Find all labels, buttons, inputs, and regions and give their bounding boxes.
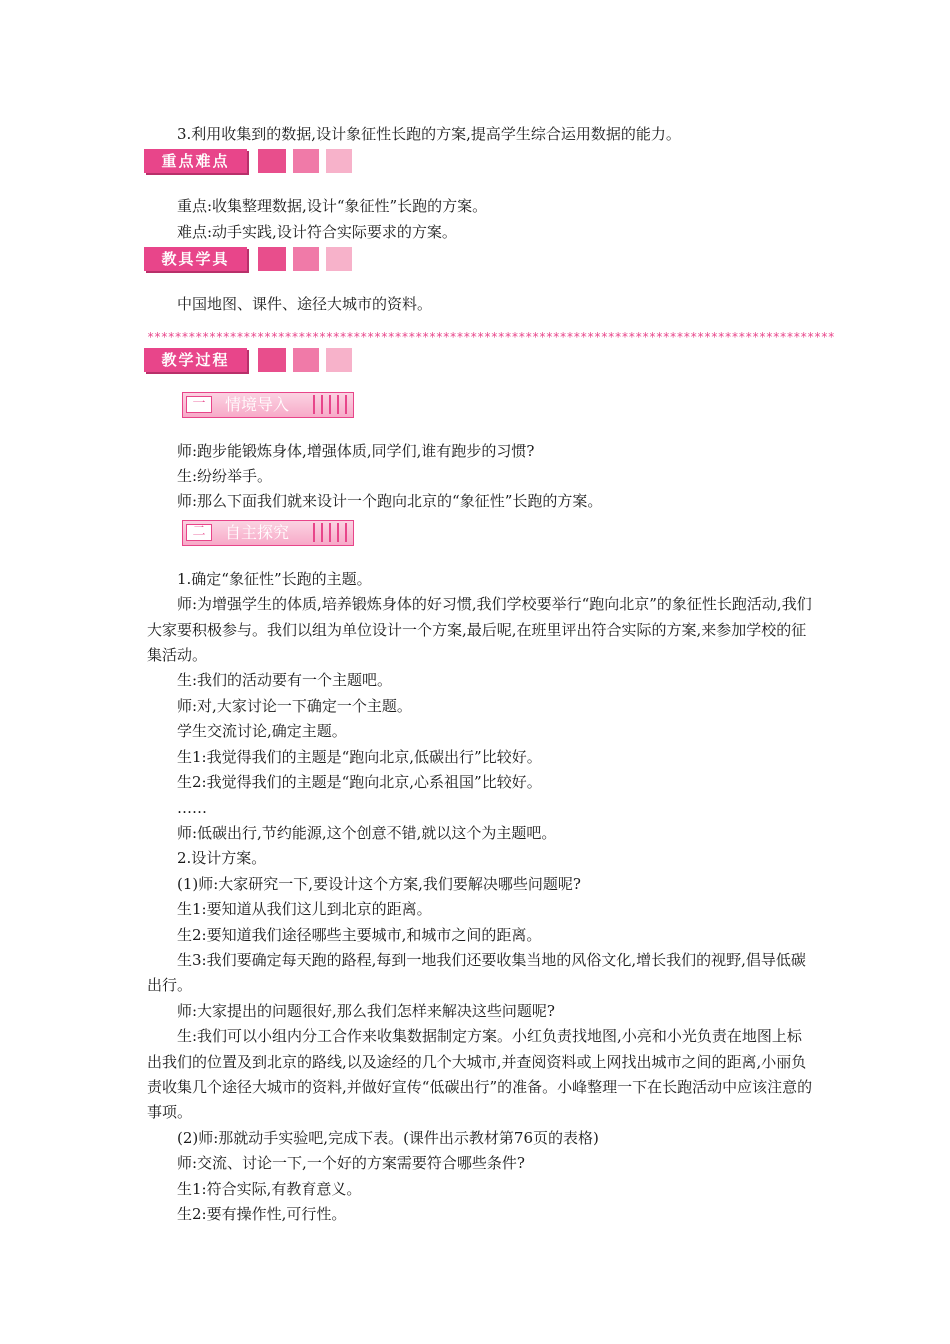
subsection-header-explore bbox=[182, 520, 354, 546]
decor-block bbox=[258, 149, 286, 173]
focus-text: 重点:收集整理数据,设计“象征性”长跑的方案。 bbox=[177, 197, 488, 216]
star-divider: **************************************************************************************************** bbox=[147, 330, 835, 344]
explore-line: (1)师:大家研究一下,要设计这个方案,我们要解决哪些问题呢? bbox=[177, 874, 581, 893]
explore-line: 生2:要有操作性,可行性。 bbox=[177, 1205, 347, 1223]
explore-line: 生1:我觉得我们的主题是“跑向北京,低碳出行”比较好。 bbox=[177, 747, 542, 766]
explore-line: 生:我们的活动要有一个主题吧。 bbox=[177, 671, 393, 690]
subsection-title: 情境导入 bbox=[225, 394, 290, 414]
section-header-key-points bbox=[144, 149, 815, 175]
explore-line: 生1:符合实际,有教育意义。 bbox=[177, 1179, 362, 1198]
explore-line: 生:我们可以小组内分工合作来收集数据制定方案。小红负责找地图,小亮和小光负责在地图上标出我们的位置及到北京的路线,以及途经的几个大城市,并查阅资料或上网找出城市之间的距离,小丽负责收集几个途径大城市的资料,并做好宣传“低碳出行”的准备。小峰整理一下在长跑活动中应该注意的事项。 bbox=[147, 1027, 813, 1122]
subsection-number: 二 bbox=[186, 524, 212, 541]
section-header-process bbox=[144, 348, 815, 374]
section-label: 重点难点 bbox=[144, 149, 247, 173]
explore-line: 生3:我们要确定每天跑的路程,每到一地我们还要收集当地的风俗文化,增长我们的视野,倡导低碳出行。 bbox=[147, 950, 806, 995]
objective-3: 3.利用收集到的数据,设计象征性长跑的方案,提高学生综合运用数据的能力。 bbox=[177, 125, 681, 143]
subsection-header-intro bbox=[182, 392, 354, 418]
explore-line: 师:对,大家讨论一下确定一个主题。 bbox=[177, 696, 412, 715]
decor-block bbox=[258, 348, 286, 372]
decor-stripes bbox=[313, 395, 349, 414]
intro-line: 生:纷纷举手。 bbox=[177, 467, 273, 486]
decor-block bbox=[326, 149, 352, 173]
explore-line: 师:低碳出行,节约能源,这个创意不错,就以这个为主题吧。 bbox=[177, 823, 557, 842]
explore-line: …… bbox=[177, 798, 207, 817]
explore-line: 生2:我觉得我们的主题是“跑向北京,心系祖国”比较好。 bbox=[177, 773, 542, 792]
decor-block bbox=[293, 348, 319, 372]
explore-line: 2.设计方案。 bbox=[177, 849, 267, 868]
decor-block bbox=[293, 247, 319, 271]
decor-block bbox=[326, 348, 352, 372]
explore-line: 1.确定“象征性”长跑的主题。 bbox=[177, 569, 372, 588]
section-header-tools bbox=[144, 247, 815, 273]
explore-line: 学生交流讨论,确定主题。 bbox=[177, 722, 347, 741]
document-body bbox=[147, 122, 815, 1227]
difficulty-text: 难点:动手实践,设计符合实际要求的方案。 bbox=[177, 222, 457, 241]
explore-line: 生1:要知道从我们这儿到北京的距离。 bbox=[177, 900, 432, 919]
decor-block bbox=[326, 247, 352, 271]
decor-block bbox=[293, 149, 319, 173]
decor-block bbox=[258, 247, 286, 271]
explore-line: (2)师:那就动手实验吧,完成下表。(课件出示教材第76页的表格) bbox=[177, 1128, 599, 1147]
explore-line: 师:为增强学生的体质,培养锻炼身体的好习惯,我们学校要举行“跑向北京”的象征性长跑活动,我们大家要积极参与。我们以组为单位设计一个方案,最后呢,在班里评出符合实际的方案,来参加学校的征集活动。 bbox=[147, 595, 812, 665]
intro-line: 师:跑步能锻炼身体,增强体质,同学们,谁有跑步的习惯? bbox=[177, 441, 535, 460]
explore-line: 师:交流、讨论一下,一个好的方案需要符合哪些条件? bbox=[177, 1154, 525, 1173]
section-label: 教具学具 bbox=[144, 247, 247, 271]
subsection-title: 自主探究 bbox=[225, 522, 290, 542]
section-label: 教学过程 bbox=[144, 348, 247, 372]
explore-line: 生2:要知道我们途径哪些主要城市,和城市之间的距离。 bbox=[177, 925, 542, 944]
explore-line: 师:大家提出的问题很好,那么我们怎样来解决这些问题呢? bbox=[177, 1001, 555, 1020]
subsection-number: 一 bbox=[186, 396, 212, 413]
intro-line: 师:那么下面我们就来设计一个跑向北京的“象征性”长跑的方案。 bbox=[177, 492, 603, 511]
decor-stripes bbox=[313, 523, 349, 542]
tools-text: 中国地图、课件、途径大城市的资料。 bbox=[177, 295, 433, 314]
